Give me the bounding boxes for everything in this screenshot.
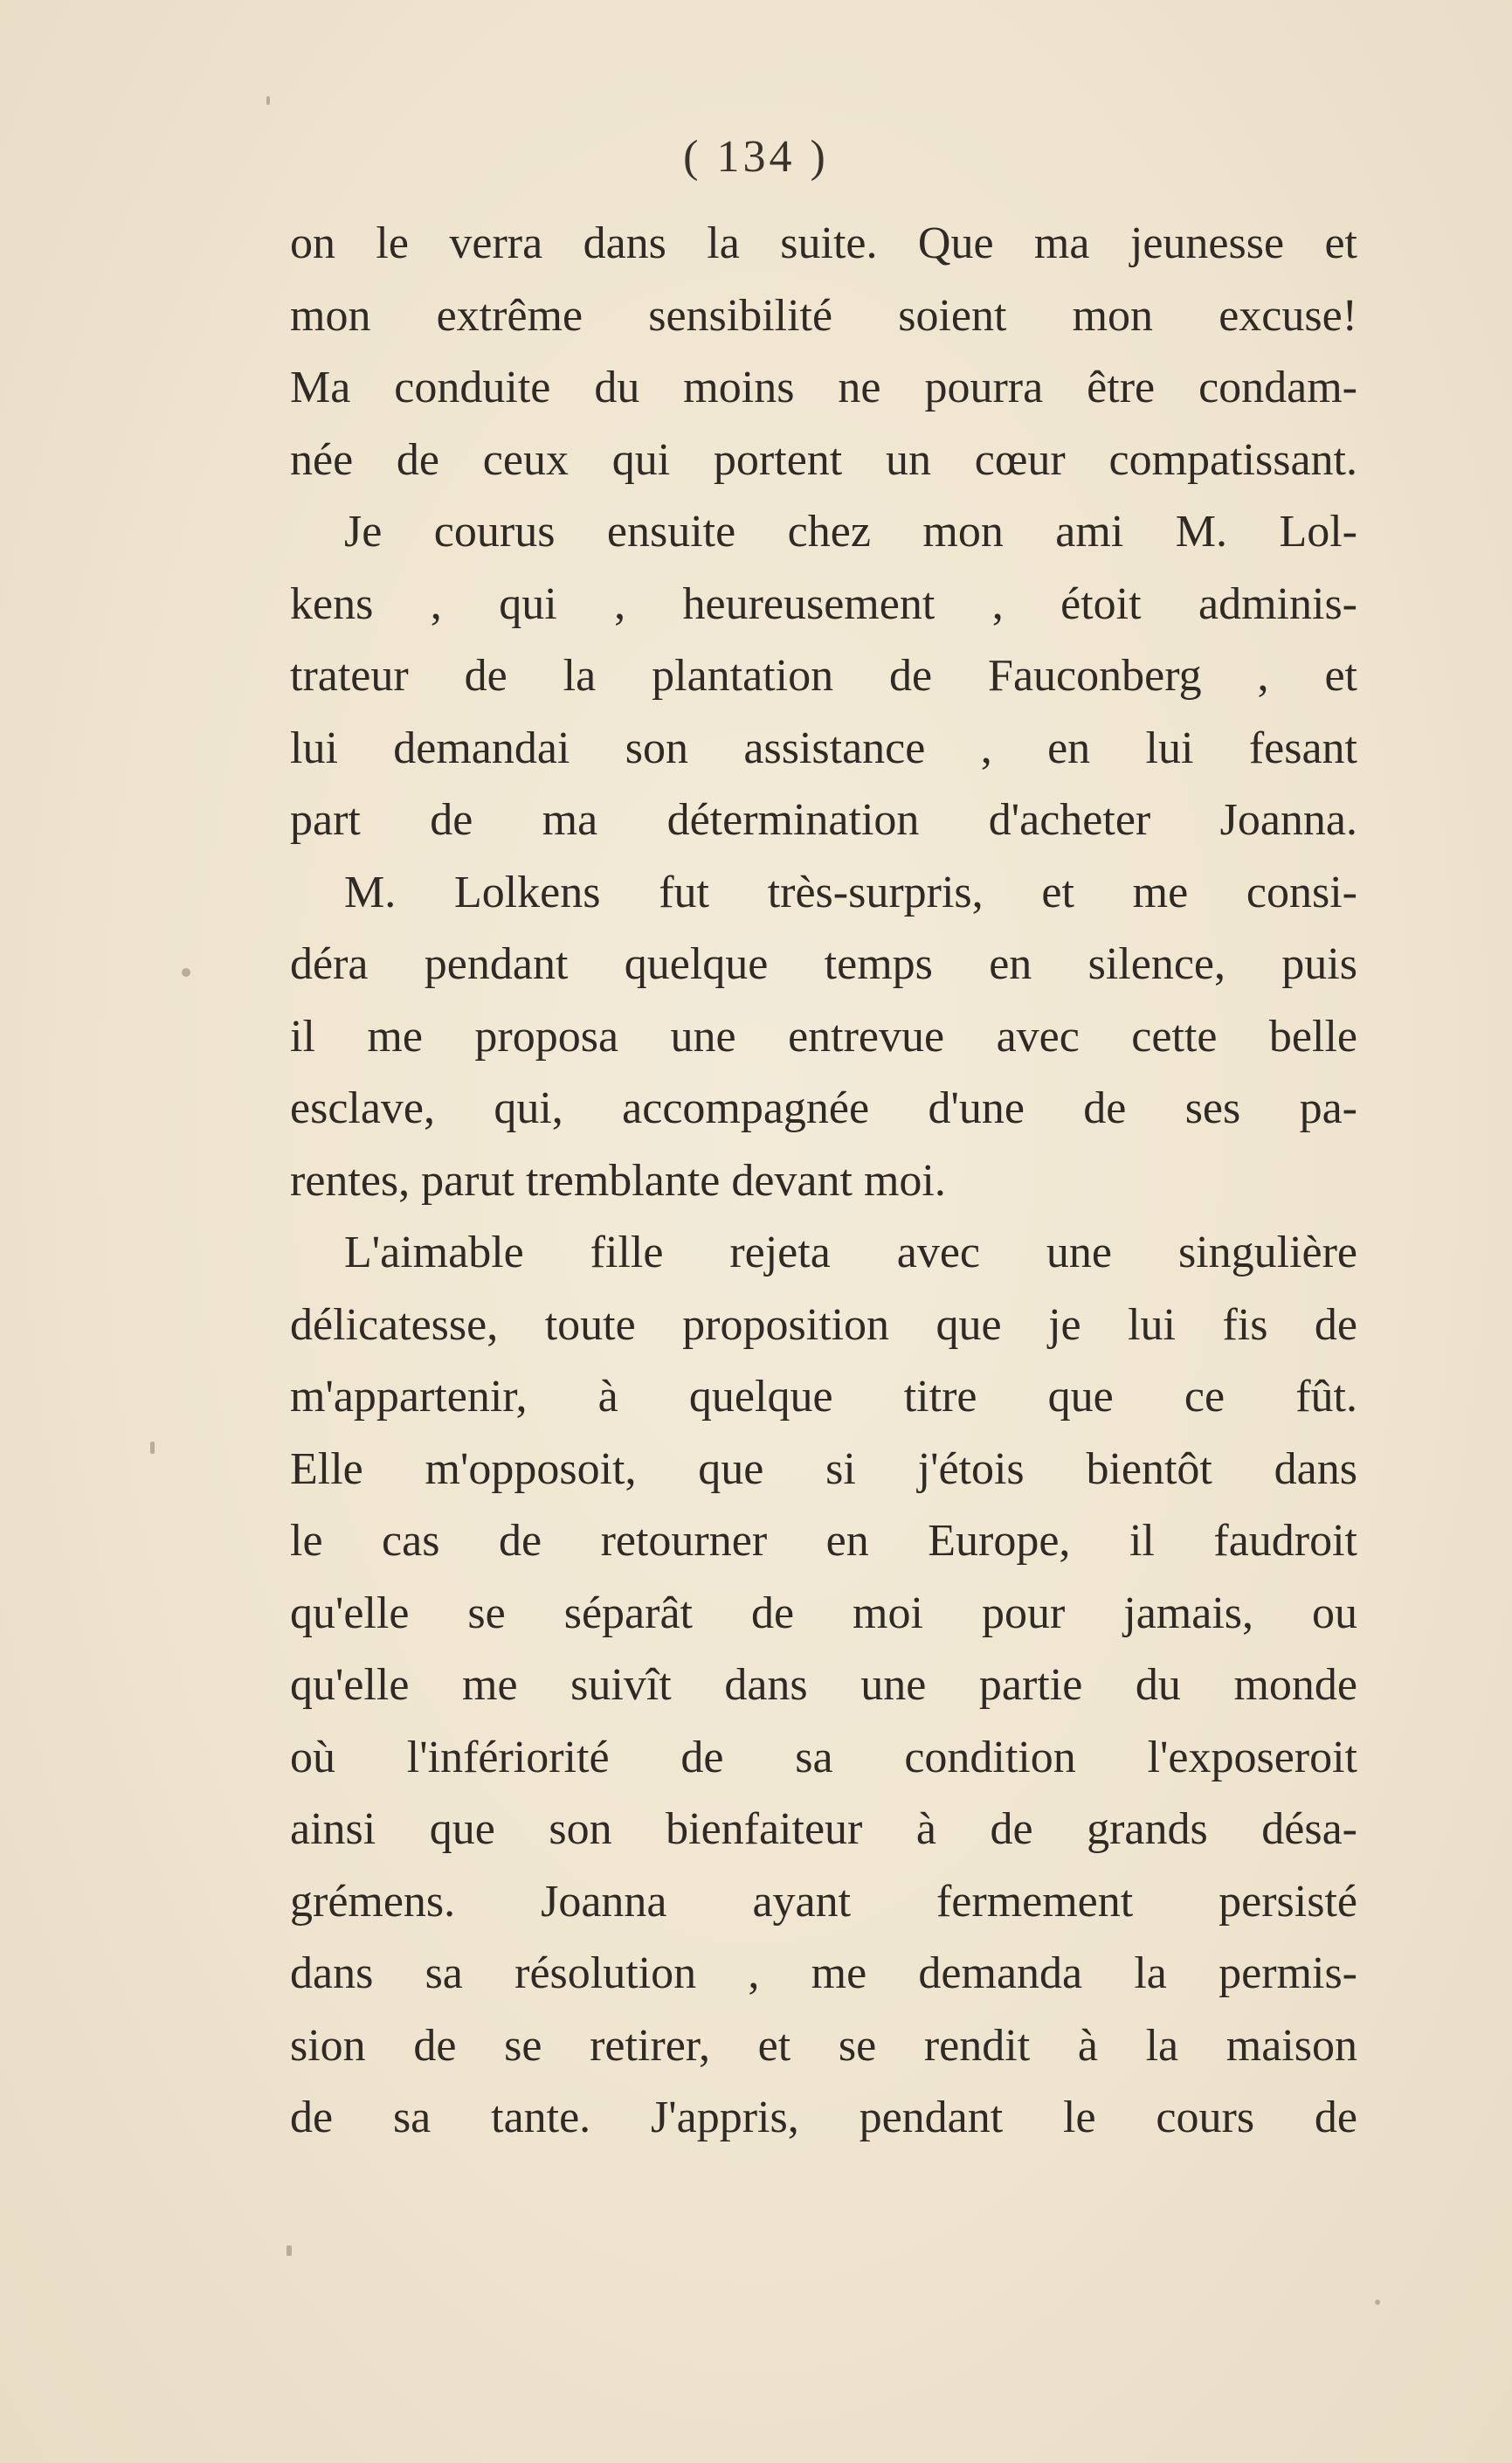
paper-speck	[266, 96, 270, 105]
text-line: rentes, parut tremblante devant moi.	[290, 1155, 946, 1206]
text-line: esclave, qui, accompagnée d'une de ses pa-	[290, 1083, 1357, 1133]
text-line: déra pendant quelque temps en silence, puis	[290, 939, 1357, 989]
text-line: Ma conduite du moins ne pourra être condam-	[290, 363, 1357, 412]
paragraph-start-line: M. Lolkens fut très-surpris, et me consi-	[344, 867, 1357, 917]
text-line: née de ceux qui portent un cœur compatissant.	[290, 434, 1357, 485]
text-line: grémens. Joanna ayant fermement persisté	[290, 1876, 1357, 1927]
body-text	[290, 208, 1357, 2155]
text-line: on le verra dans la suite. Que ma jeunesse et	[290, 218, 1357, 268]
text-line: part de ma détermination d'acheter Joanna.	[290, 795, 1357, 845]
text-line: trateur de la plantation de Fauconberg , et	[290, 651, 1357, 701]
paper-speck	[1375, 2300, 1380, 2305]
text-line: le cas de retourner en Europe, il faudroit	[290, 1516, 1357, 1566]
text-line: de sa tante. J'appris, pendant le cours de	[290, 2093, 1357, 2142]
text-line: ainsi que son bienfaiteur à de grands désa-	[290, 1804, 1357, 1854]
text-line: délicatesse, toute proposition que je lui fis de	[290, 1299, 1357, 1350]
text-line: kens , qui , heureusement , étoit adminis-	[290, 578, 1357, 629]
paper-speck	[150, 1442, 155, 1454]
text-line: mon extrême sensibilité soient mon excuse!	[290, 290, 1357, 341]
text-line: dans sa résolution , me demanda la permis-	[290, 1948, 1357, 1998]
text-line: sion de se retirer, et se rendit à la maison	[290, 2020, 1357, 2071]
paragraph-start-line: Je courus ensuite chez mon ami M. Lol-	[344, 507, 1357, 557]
paper-speck	[287, 2245, 292, 2256]
text-line: qu'elle se séparât de moi pour jamais, ou	[290, 1588, 1357, 1638]
text-line: où l'infériorité de sa condition l'exposeroit	[290, 1732, 1357, 1782]
paragraph-start-line: L'aimable fille rejeta avec une singulière	[344, 1228, 1357, 1277]
page-number: ( 134 )	[683, 132, 829, 182]
text-line: qu'elle me suivît dans une partie du monde	[290, 1660, 1357, 1710]
text-line: m'appartenir, à quelque titre que ce fût.	[290, 1372, 1357, 1422]
text-line: Elle m'opposoit, que si j'étois bientôt dans	[290, 1443, 1357, 1494]
text-line: il me proposa une entrevue avec cette belle	[290, 1011, 1357, 1062]
text-line: lui demandai son assistance , en lui fesant	[290, 723, 1357, 773]
paper-speck	[182, 968, 190, 977]
